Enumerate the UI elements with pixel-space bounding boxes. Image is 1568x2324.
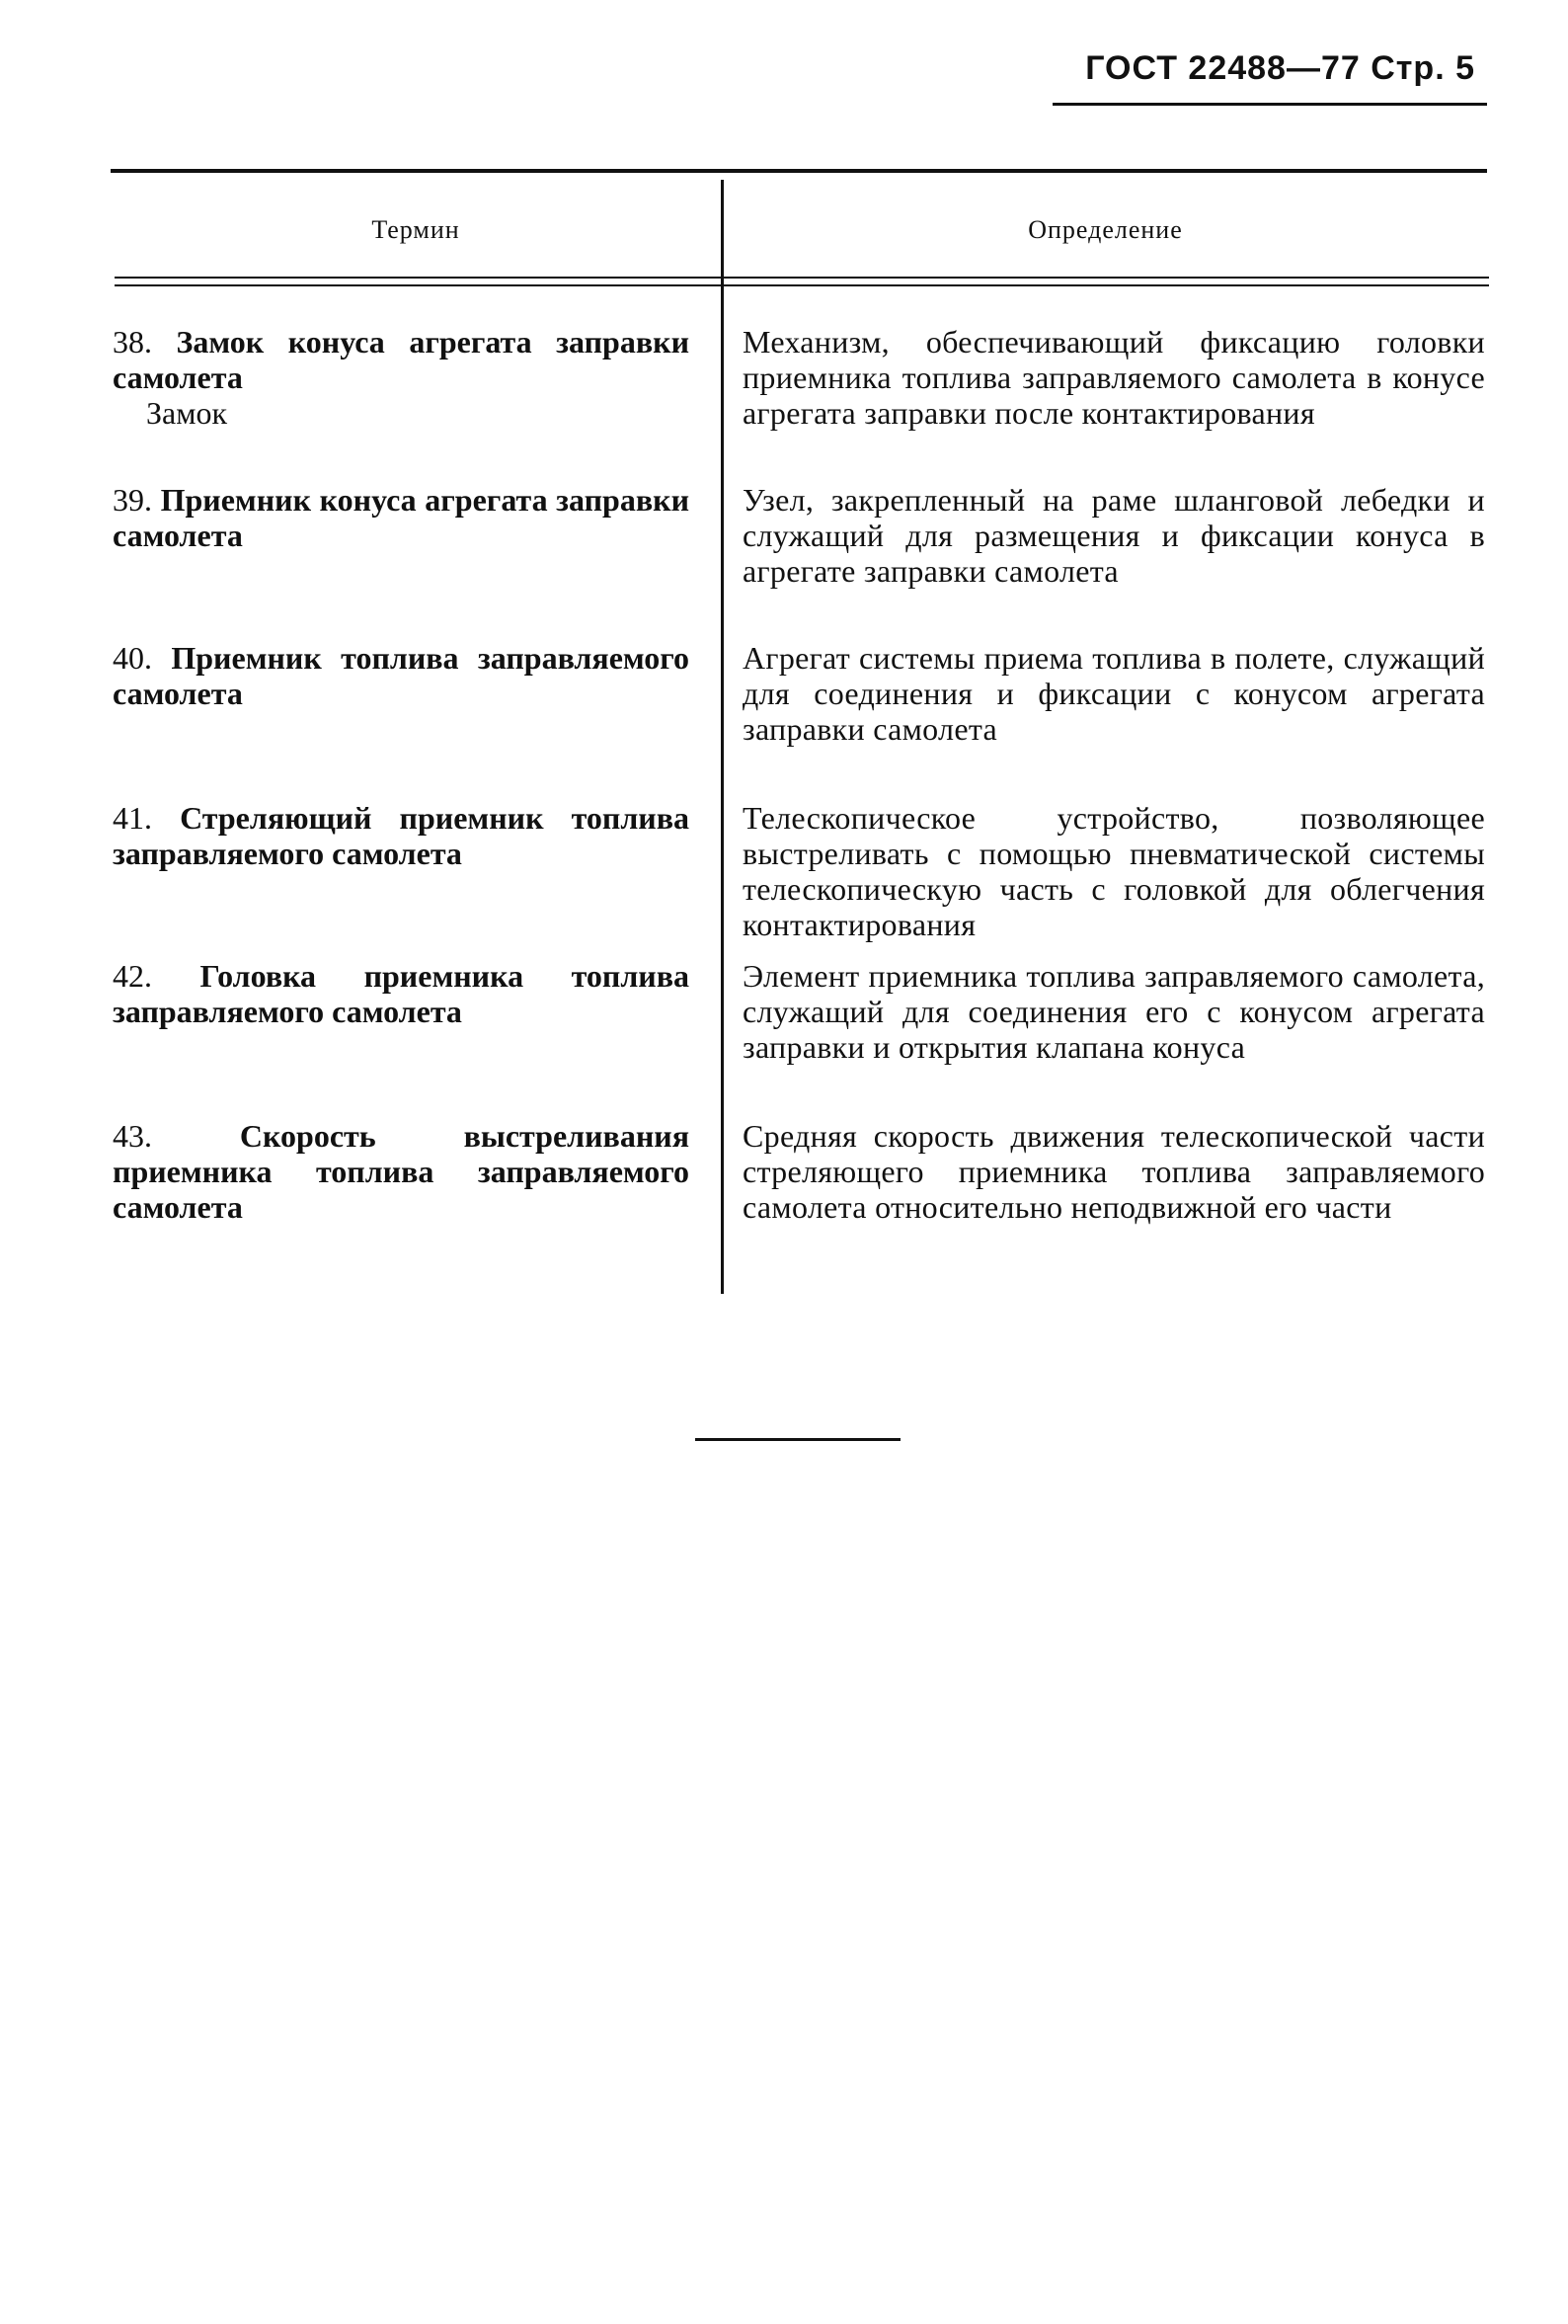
term-cell [113,482,689,553]
term-cell [113,800,689,871]
column-divider [721,180,724,1294]
term-cell [113,958,689,1029]
header-underline [1053,103,1487,106]
term-text: Замок конуса агрегата заправки самолета [113,324,689,395]
term-text: Стреляющий приемник топлива заправляемого самолета [113,800,690,871]
term-number: 38. [113,324,152,360]
term-number: 40. [113,640,152,676]
term-number: 39. [113,482,152,518]
header-double-rule-upper [115,277,1489,279]
column-header-term: Термин [371,215,460,244]
header-double-rule-lower [115,284,1489,286]
page-header: ГОСТ 22488—77 Стр. 5 [1085,49,1475,87]
term-text: Головка приемника топлива заправляемого самолета [113,958,690,1029]
term-number: 42. [113,958,152,994]
term-cell [113,324,689,431]
definition-cell: Элемент приемника топлива заправляемого самолета, служащий для соединения его с конусом агрегата заправки и открытия клапана конуса [743,958,1485,1065]
term-number: 41. [113,800,152,836]
term-text: Скорость выстреливания приемника топлива заправляемого самолета [113,1118,690,1225]
end-of-table-rule [695,1438,901,1441]
definition-cell: Средняя скорость движения телескопической части стреляющего приемника топлива заправляемого самолета относительно неподвижной его части [743,1118,1485,1225]
term-cell [113,640,689,711]
column-header-definition: Определение [1028,215,1183,244]
term-short-form: Замок [146,395,228,431]
term-number: 43. [113,1118,152,1154]
table-top-rule [111,169,1487,173]
definition-cell: Механизм, обеспечивающий фиксацию головки приемника топлива заправляемого самолета в конусе агрегата заправки после контактирования [743,324,1485,431]
definition-cell: Телескопическое устройство, позволяющее выстреливать с помощью пневматической системы телескопическую часть с головкой для облегчения контактирования [743,800,1485,942]
definition-cell: Агрегат системы приема топлива в полете, служащий для соединения и фиксации с конусом агрегата заправки самолета [743,640,1485,747]
definition-cell: Узел, закрепленный на раме шланговой лебедки и служащий для размещения и фиксации конуса в агрегате заправки самолета [743,482,1485,589]
term-cell [113,1118,689,1225]
term-text: Приемник топлива заправляемого самолета [113,640,690,711]
term-text: Приемник конуса агрегата заправки самолета [113,482,690,553]
